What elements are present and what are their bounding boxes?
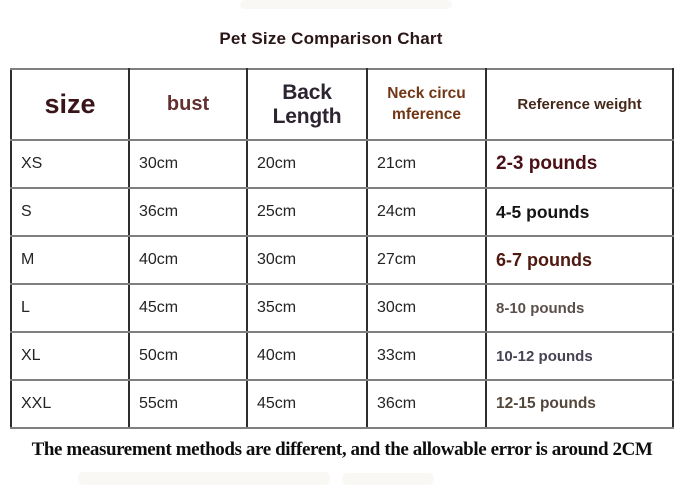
cell-bust: 55cm xyxy=(129,380,247,428)
cell-neck: 24cm xyxy=(367,188,486,236)
cell-back-length: 25cm xyxy=(247,188,367,236)
scan-artifact-top xyxy=(240,0,452,9)
table-row-xxl xyxy=(11,380,673,428)
pet-size-table xyxy=(10,68,674,429)
table-header-row xyxy=(11,69,673,140)
cell-neck: 33cm xyxy=(367,332,486,380)
cell-size: XS xyxy=(11,140,129,188)
cell-size: XXL xyxy=(11,380,129,428)
cell-size: XL xyxy=(11,332,129,380)
measurement-disclaimer: The measurement methods are different, and the allowable error is around 2CM xyxy=(31,439,653,460)
neck-header-label: Neck circu mference xyxy=(387,84,466,123)
cell-back-length: 40cm xyxy=(247,332,367,380)
scan-artifact-bottom xyxy=(342,473,434,485)
cell-bust: 30cm xyxy=(129,140,247,188)
table-row-xs xyxy=(11,140,673,188)
cell-reference-weight: 10-12 pounds xyxy=(486,332,673,380)
cell-back-length: 35cm xyxy=(247,284,367,332)
table-row-m xyxy=(11,236,673,284)
column-header-size: size xyxy=(11,69,129,140)
cell-reference-weight: 6-7 pounds xyxy=(486,236,673,284)
table-row-s xyxy=(11,188,673,236)
cell-back-length: 45cm xyxy=(247,380,367,428)
cell-bust: 36cm xyxy=(129,188,247,236)
cell-back-length: 30cm xyxy=(247,236,367,284)
cell-size: M xyxy=(11,236,129,284)
cell-size: S xyxy=(11,188,129,236)
column-header-reference-weight: Reference weight xyxy=(486,69,673,140)
cell-reference-weight: 12-15 pounds xyxy=(486,380,673,428)
cell-reference-weight: 4-5 pounds xyxy=(486,188,673,236)
cell-neck: 27cm xyxy=(367,236,486,284)
cell-back-length: 20cm xyxy=(247,140,367,188)
column-header-bust: bust xyxy=(129,69,247,140)
cell-neck: 30cm xyxy=(367,284,486,332)
page-title: Pet Size Comparison Chart xyxy=(219,29,443,48)
cell-bust: 45cm xyxy=(129,284,247,332)
cell-neck: 36cm xyxy=(367,380,486,428)
cell-bust: 50cm xyxy=(129,332,247,380)
cell-bust: 40cm xyxy=(129,236,247,284)
cell-reference-weight: 8-10 pounds xyxy=(486,284,673,332)
cell-reference-weight: 2-3 pounds xyxy=(486,140,673,188)
table-row-xl xyxy=(11,332,673,380)
column-header-neck-circumference xyxy=(367,69,486,140)
cell-size: L xyxy=(11,284,129,332)
column-header-back-length: Back Length xyxy=(247,69,367,140)
table-row-l xyxy=(11,284,673,332)
scan-artifact-bottom xyxy=(78,472,330,485)
cell-neck: 21cm xyxy=(367,140,486,188)
